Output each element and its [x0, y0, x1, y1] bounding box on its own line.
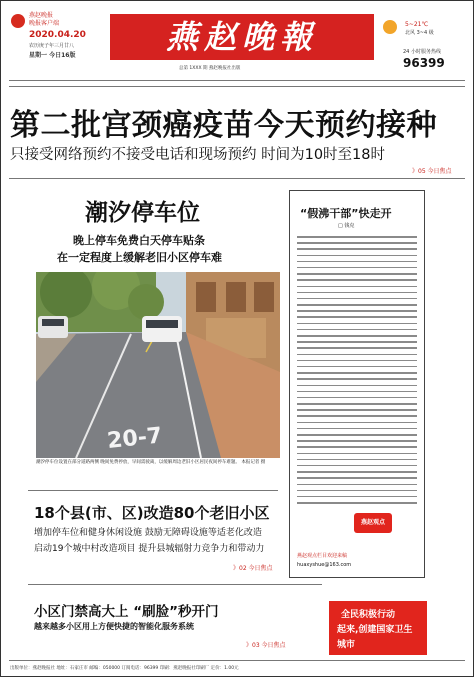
- main-headline[interactable]: 第二批宫颈癌疫苗今天预约接种: [10, 108, 437, 143]
- header-divider: [9, 80, 465, 81]
- service-label: 24 小时服务热线: [403, 49, 441, 55]
- lead-story-subtitle-2: 在一定程度上缓解老旧小区停车难: [57, 251, 222, 264]
- badge-icon: [11, 14, 25, 28]
- street-photo[interactable]: [36, 272, 280, 458]
- lead-story-subtitle-1: 晚上停车免费白天停车贴条: [73, 234, 205, 247]
- footer-divider: [9, 660, 465, 661]
- promo-line2: 起来,创建国家卫生: [337, 625, 413, 635]
- story2-page-ref[interactable]: 》02 今日焦点: [233, 565, 273, 572]
- badge-line1: 燕赵晚报: [29, 12, 54, 19]
- issue-info: 总第 1XXX 期 燕赵晚报社出版: [179, 66, 241, 71]
- lead-story-title[interactable]: 潮汐停车位: [85, 200, 200, 226]
- column-email[interactable]: huaxyshue@163.com: [297, 562, 352, 568]
- lunar-date: 农历庚子年三月廿八: [29, 43, 75, 49]
- footer-imprint: 出版单位：燕赵晚报社 地址：石家庄市 邮编：050000 订阅电话：96399 印刷：燕赵晚报社印刷厂 定价：1.00元: [10, 666, 239, 671]
- weather-box: [381, 18, 465, 78]
- story2-title[interactable]: 18个县(市、区)改造80个老旧小区: [34, 504, 270, 522]
- badge-line2: 晚报客户端: [29, 20, 60, 27]
- weather-temp: 5~21℃: [405, 21, 429, 28]
- story3-subtitle: 越来越多小区用上方便快捷的智能化服务系统: [34, 622, 194, 631]
- masthead-header: [9, 8, 465, 78]
- column-body-text: [297, 236, 417, 508]
- headline-page-ref[interactable]: 》05 今日焦点: [412, 168, 452, 175]
- road-marking-text: 20-7: [106, 423, 164, 454]
- photo-caption: 潮汐停车位设置在部分道路两侧 晚间免费停放，早间需驶离，以缓解周边老旧小区居民夜间停车难题。 本报记者 摄: [36, 460, 266, 465]
- column-title[interactable]: “假沸干部”快走开: [300, 207, 392, 220]
- header-divider-2: [9, 86, 465, 87]
- story2-line1: 增加停车位和健身休闲设施 鼓励无障碍设施等适老化改造: [34, 528, 262, 538]
- masthead-title: 燕赵晚報: [165, 18, 318, 56]
- masthead-logo: [110, 14, 374, 60]
- story2-line2: 启动19个城中村改造项目 提升县城辐射力竞争力和带动力: [34, 544, 265, 554]
- column-author: □ 钱克: [338, 223, 355, 229]
- main-headline-subtitle: 只接受网络预约不接受电话和现场预约 时间为10时至18时: [10, 147, 386, 163]
- story-divider-2: [28, 584, 322, 585]
- sun-icon: [383, 20, 397, 34]
- story3-title[interactable]: 小区门禁高大上 “刷脸”秒开门: [34, 604, 219, 620]
- story3-page-ref[interactable]: 》03 今日焦点: [246, 642, 286, 649]
- service-phone: 96399: [403, 56, 445, 70]
- column-contact: 燕赵观点栏目欢迎来稿: [297, 553, 348, 559]
- stamp-text: 燕赵观点: [360, 519, 385, 526]
- street-photo-svg: [36, 272, 280, 458]
- issue-date: 2020.04.20: [29, 30, 86, 40]
- promo-line3: 城市: [337, 640, 356, 650]
- promo-line1: 全民积极行动: [341, 610, 396, 620]
- section-divider: [9, 178, 465, 179]
- opinion-stamp: [354, 513, 392, 533]
- weekday-pages: 星期一 今日16版: [29, 52, 76, 59]
- story-divider: [28, 490, 278, 491]
- weather-wind: 北风 3~4 级: [405, 30, 434, 36]
- civic-promo-box: [329, 601, 427, 655]
